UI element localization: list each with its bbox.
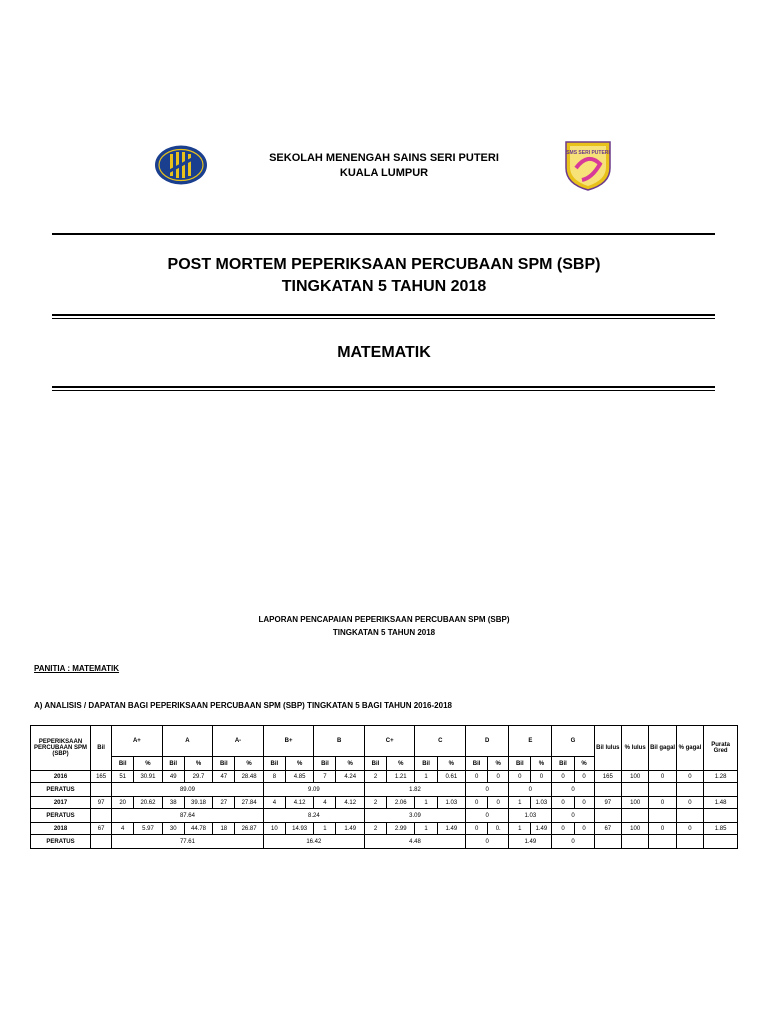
table-cell: 0: [574, 823, 594, 835]
table-cell: 29.7: [184, 771, 212, 783]
grade-header: B: [314, 726, 365, 757]
table-cell: 39.18: [184, 797, 212, 809]
table-cell: 0: [649, 823, 676, 835]
table-cell: [594, 809, 621, 823]
peratus-value: 1.82: [364, 783, 465, 797]
table-cell: 100: [621, 771, 648, 783]
divider-line: [52, 314, 715, 316]
table-cell: [704, 809, 738, 823]
table-cell: 100: [621, 823, 648, 835]
sub-header: Bil: [112, 757, 134, 771]
table-cell: [594, 783, 621, 797]
peratus-label: PERATUS: [31, 783, 91, 797]
sub-header: %: [574, 757, 594, 771]
table-cell: 2.06: [387, 797, 415, 809]
peratus-row: [31, 783, 738, 797]
table-cell: 2: [364, 823, 386, 835]
crest-text: SMS SERI PUTERI: [566, 150, 610, 156]
table-cell: 0: [531, 771, 552, 783]
table-cell: [676, 809, 703, 823]
school-name: SEKOLAH MENENGAH SAINS SERI PUTERI: [269, 152, 499, 164]
table-cell: 1.21: [387, 771, 415, 783]
table-cell: 2016: [31, 771, 91, 783]
report-title: LAPORAN PENCAPAIAN PEPERIKSAAN PERCUBAAN SPM (SBP): [258, 615, 510, 624]
table-cell: [676, 835, 703, 849]
sub-header: %: [336, 757, 364, 771]
ministry-logo-icon: [154, 144, 208, 186]
table-cell: [649, 783, 676, 797]
table-cell: [649, 809, 676, 823]
table-cell: 0: [488, 771, 509, 783]
table-cell: 97: [594, 797, 621, 809]
table-cell: [621, 835, 648, 849]
sub-header: %: [235, 757, 263, 771]
sub-header: %: [531, 757, 552, 771]
peratus-value: 77.61: [112, 835, 264, 849]
table-cell: 4.12: [285, 797, 313, 809]
peratus-value: 0: [466, 835, 509, 849]
table-cell: 67: [594, 823, 621, 835]
peratus-value: 9.09: [263, 783, 364, 797]
peratus-value: 0: [552, 783, 594, 797]
table-cell: 1.28: [704, 771, 738, 783]
grade-header: E: [509, 726, 552, 757]
table-cell: [704, 835, 738, 849]
table-row: [31, 771, 738, 783]
grade-header: A+: [112, 726, 163, 757]
school-crest-icon: [562, 138, 614, 192]
col-header-bil-lulus: Bil lulus: [594, 726, 621, 771]
table-cell: 1.49: [531, 823, 552, 835]
grade-header: A: [162, 726, 213, 757]
peratus-value: 1.49: [509, 835, 552, 849]
table-cell: 26.87: [235, 823, 263, 835]
col-header-pct-lulus: % lulus: [621, 726, 648, 771]
table-cell: 2: [364, 797, 386, 809]
peratus-row: [31, 835, 738, 849]
table-cell: 100: [621, 797, 648, 809]
sub-header: %: [184, 757, 212, 771]
school-city: KUALA LUMPUR: [339, 167, 429, 179]
table-cell: 47: [213, 771, 235, 783]
table-cell: [91, 835, 112, 849]
table-cell: 0: [488, 797, 509, 809]
table-cell: 27.84: [235, 797, 263, 809]
table-cell: 1.49: [336, 823, 364, 835]
table-cell: 1: [415, 823, 437, 835]
table-cell: 165: [91, 771, 112, 783]
peratus-label: PERATUS: [31, 835, 91, 849]
table-cell: 0: [574, 771, 594, 783]
peratus-value: 89.09: [112, 783, 264, 797]
table-row: [31, 797, 738, 809]
peratus-value: 16.42: [263, 835, 364, 849]
sub-header: Bil: [466, 757, 488, 771]
table-cell: 0.: [488, 823, 509, 835]
table-cell: 0: [574, 797, 594, 809]
table-cell: 4.85: [285, 771, 313, 783]
col-header-exam: PEPERIKSAAN PERCUBAAN SPM (SBP): [31, 726, 91, 771]
peratus-value: 0: [509, 783, 552, 797]
sub-header: Bil: [552, 757, 574, 771]
peratus-value: 87.64: [112, 809, 264, 823]
peratus-value: 1.03: [509, 809, 552, 823]
table-row: [31, 823, 738, 835]
table-cell: 1.03: [531, 797, 552, 809]
table-cell: [91, 783, 112, 797]
grade-header: A-: [213, 726, 264, 757]
table-cell: 0: [676, 797, 703, 809]
sub-header: Bil: [314, 757, 336, 771]
table-cell: 0: [466, 823, 488, 835]
table-cell: 1: [509, 797, 531, 809]
table-cell: 30: [162, 823, 184, 835]
table-cell: 0: [509, 771, 531, 783]
table-cell: 97: [91, 797, 112, 809]
table-cell: 1.03: [437, 797, 465, 809]
table-cell: 1.48: [704, 797, 738, 809]
peratus-value: 3.09: [364, 809, 465, 823]
sub-header: Bil: [162, 757, 184, 771]
results-table: [30, 725, 738, 849]
table-cell: 1: [314, 823, 336, 835]
col-header-bil: Bil: [91, 726, 112, 771]
table-cell: 44.78: [184, 823, 212, 835]
table-cell: [621, 809, 648, 823]
table-cell: [91, 809, 112, 823]
col-header-bil-gagal: Bil gagal: [649, 726, 676, 771]
table-cell: 1: [415, 771, 437, 783]
peratus-value: 0: [466, 783, 509, 797]
table-cell: 28.48: [235, 771, 263, 783]
table-cell: 0.61: [437, 771, 465, 783]
panitia-label: PANITIA : MATEMATIK: [34, 664, 120, 673]
table-cell: 18: [213, 823, 235, 835]
peratus-value: 0: [552, 809, 594, 823]
sub-header: %: [285, 757, 313, 771]
peratus-label: PERATUS: [31, 809, 91, 823]
table-cell: 165: [594, 771, 621, 783]
table-cell: 7: [314, 771, 336, 783]
sub-header: %: [387, 757, 415, 771]
sub-header: %: [437, 757, 465, 771]
peratus-value: 0: [466, 809, 509, 823]
divider-line: [52, 390, 715, 391]
table-cell: 51: [112, 771, 134, 783]
table-cell: 49: [162, 771, 184, 783]
table-cell: 30.91: [134, 771, 162, 783]
peratus-row: [31, 809, 738, 823]
table-cell: 0: [649, 797, 676, 809]
table-cell: 20.62: [134, 797, 162, 809]
table-cell: 4: [112, 823, 134, 835]
table-cell: 2018: [31, 823, 91, 835]
subject-title: MATEMATIK: [337, 344, 431, 361]
peratus-value: 4.48: [364, 835, 465, 849]
divider-line: [52, 233, 715, 235]
table-cell: 0: [466, 771, 488, 783]
table-cell: 4.24: [336, 771, 364, 783]
table-cell: 0: [552, 771, 574, 783]
sub-header: Bil: [415, 757, 437, 771]
sub-header: %: [134, 757, 162, 771]
table-cell: 0: [676, 771, 703, 783]
grade-header: C+: [364, 726, 415, 757]
table-cell: 67: [91, 823, 112, 835]
table-cell: 38: [162, 797, 184, 809]
report-subtitle: TINGKATAN 5 TAHUN 2018: [332, 628, 436, 637]
table-cell: 1.85: [704, 823, 738, 835]
table-cell: 1: [509, 823, 531, 835]
grade-header: G: [552, 726, 594, 757]
table-cell: 2017: [31, 797, 91, 809]
sub-header: Bil: [263, 757, 285, 771]
table-cell: 4.12: [336, 797, 364, 809]
section-a-heading: A) ANALISIS / DAPATAN BAGI PEPERIKSAAN PERCUBAAN SPM (SBP) TINGKATAN 5 BAGI TAHUN 2016-2018: [34, 701, 452, 710]
doc-title: POST MORTEM PEPERIKSAAN PERCUBAAN SPM (SBP): [167, 256, 601, 273]
table-cell: [649, 835, 676, 849]
table-cell: 0: [676, 823, 703, 835]
table-cell: [594, 835, 621, 849]
doc-subtitle: TINGKATAN 5 TAHUN 2018: [281, 278, 487, 295]
sub-header: %: [488, 757, 509, 771]
sub-header: Bil: [364, 757, 386, 771]
table-cell: 10: [263, 823, 285, 835]
divider-line: [52, 318, 715, 319]
table-cell: 27: [213, 797, 235, 809]
table-cell: 0: [552, 823, 574, 835]
peratus-value: 8.24: [263, 809, 364, 823]
table-cell: [676, 783, 703, 797]
peratus-value: 0: [552, 835, 594, 849]
table-cell: 0: [649, 771, 676, 783]
divider-line: [52, 386, 715, 388]
table-cell: 8: [263, 771, 285, 783]
table-cell: 5.97: [134, 823, 162, 835]
grade-header: D: [466, 726, 509, 757]
table-cell: 14.93: [285, 823, 313, 835]
sub-header: Bil: [213, 757, 235, 771]
col-header-purata: Purata Gred: [704, 726, 738, 771]
grade-header: B+: [263, 726, 314, 757]
table-cell: 2: [364, 771, 386, 783]
table-cell: 1: [415, 797, 437, 809]
sub-header: Bil: [509, 757, 531, 771]
grade-header: C: [415, 726, 466, 757]
table-cell: 0: [552, 797, 574, 809]
table-cell: [621, 783, 648, 797]
table-cell: [704, 783, 738, 797]
table-cell: 4: [263, 797, 285, 809]
col-header-pct-gagal: % gagal: [676, 726, 703, 771]
table-cell: 1.49: [437, 823, 465, 835]
table-cell: 20: [112, 797, 134, 809]
table-cell: 2.99: [387, 823, 415, 835]
table-cell: 4: [314, 797, 336, 809]
table-cell: 0: [466, 797, 488, 809]
